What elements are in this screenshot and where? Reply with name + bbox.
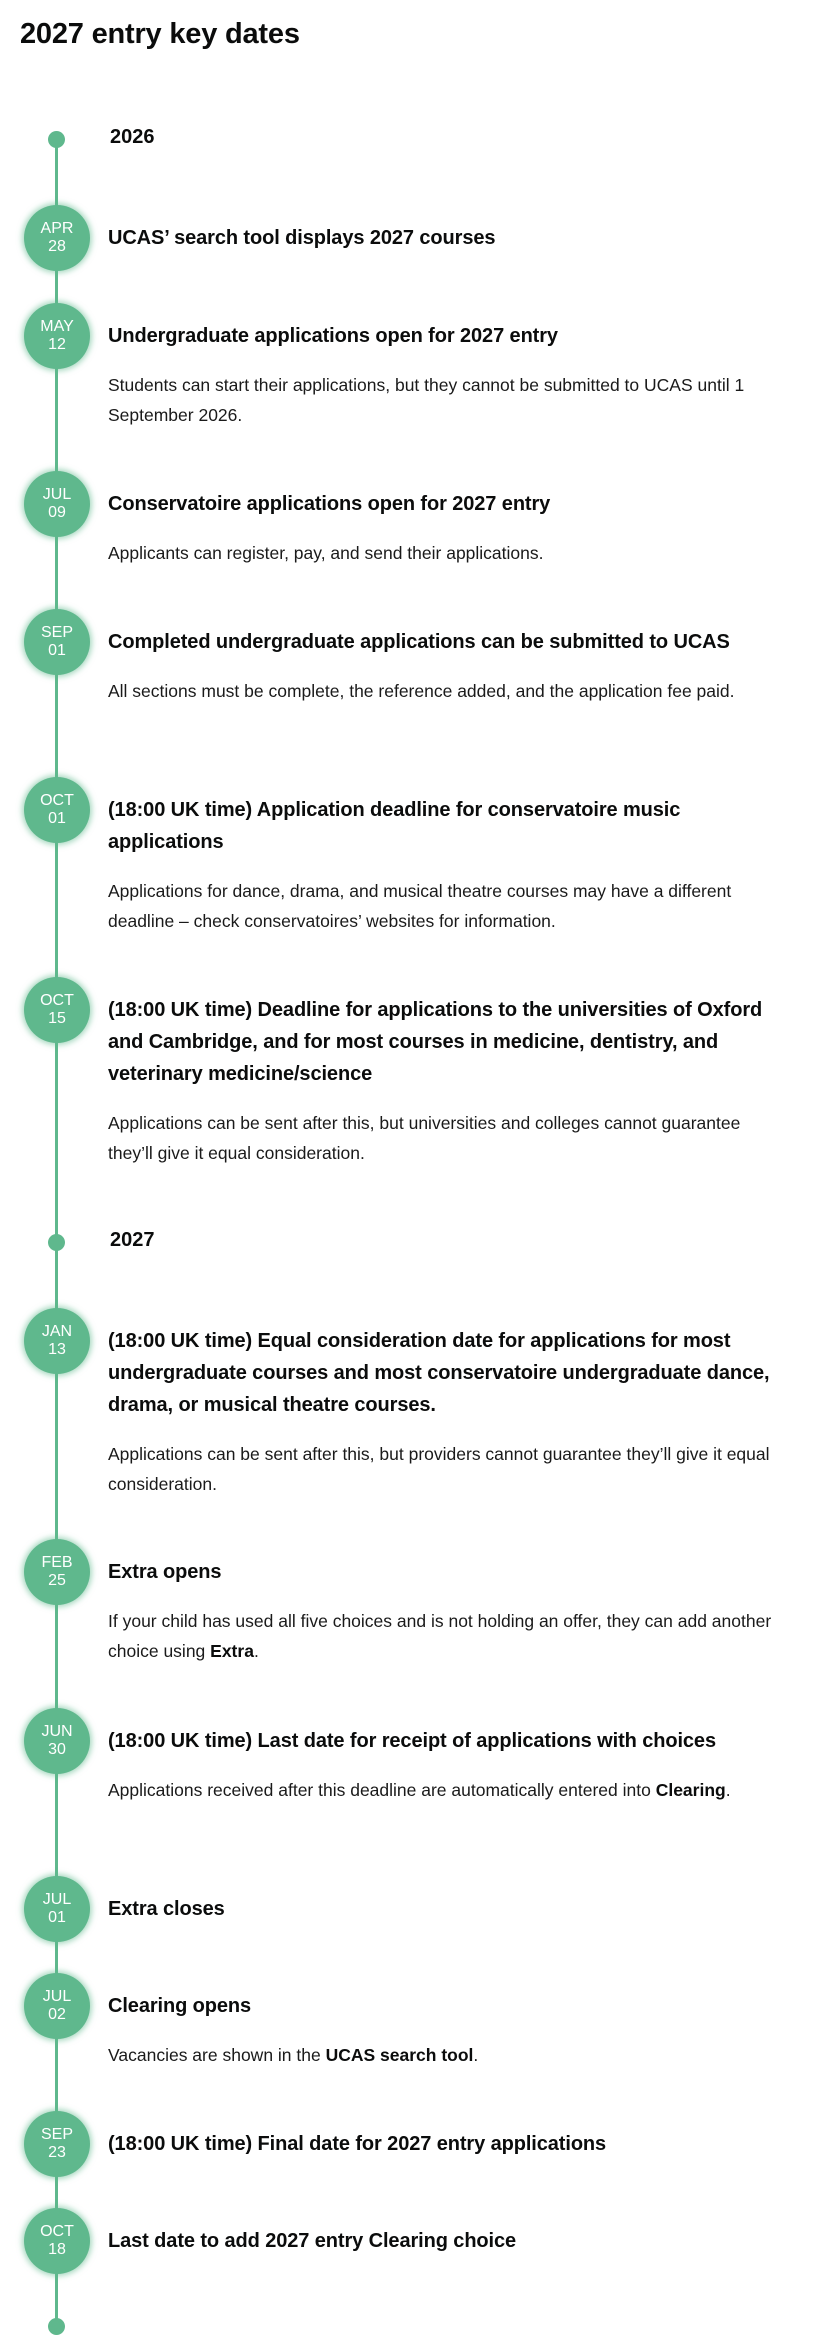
- entry-heading: Completed undergraduate applications can be submitted to UCAS: [108, 631, 730, 653]
- timeline-entry: [108, 1556, 778, 1666]
- date-month: SEP: [40, 2126, 73, 2143]
- year-marker-dot: [48, 131, 65, 148]
- date-day: 13: [48, 1341, 66, 1358]
- timeline-entry: [108, 1325, 778, 1499]
- timeline-entry: [108, 320, 778, 430]
- date-month: OCT: [40, 792, 74, 809]
- description-text: Applications can be sent after this, but universities and colleges cannot guarantee they’ll give it equal consideration.: [108, 1113, 741, 1163]
- entry-heading: (18:00 UK time) Equal consideration date for applications for most undergraduate courses and most conservatoire undergraduate dance, drama, or musical theatre courses.: [108, 1330, 770, 1416]
- date-day: 12: [48, 336, 66, 353]
- date-day: 23: [48, 2144, 66, 2161]
- timeline-entry: [108, 1990, 778, 2070]
- entry-description: [108, 538, 778, 568]
- entry-heading: Conservatoire applications open for 2027 entry: [108, 493, 551, 515]
- date-day: 01: [48, 642, 66, 659]
- description-text: If your child has used all five choices and is not holding an offer, they can add another choice using: [108, 1611, 772, 1661]
- description-text: Vacancies are shown in the: [108, 2045, 326, 2065]
- date-month: JUL: [42, 1891, 72, 1908]
- date-badge: [24, 1308, 90, 1374]
- description-text: Students can start their applications, but they cannot be submitted to UCAS until 1 September 2026.: [108, 375, 745, 425]
- date-day: 15: [48, 1010, 66, 1027]
- date-month: APR: [40, 220, 74, 237]
- entry-heading: Last date to add 2027 entry Clearing choice: [108, 2230, 517, 2252]
- timeline-entry: [108, 488, 778, 568]
- entry-description: [108, 370, 778, 430]
- entry-description: [108, 1775, 778, 1805]
- entry-heading: (18:00 UK time) Application deadline for conservatoire music applications: [108, 799, 681, 853]
- date-badge: [24, 777, 90, 843]
- entry-heading: (18:00 UK time) Deadline for applications to the universities of Oxford and Cambridge, and for most courses in medicine, dentistry, and veterinary medicine/science: [108, 999, 763, 1085]
- year-marker-dot: [48, 1234, 65, 1251]
- description-text: Applicants can register, pay, and send their applications.: [108, 543, 544, 563]
- timeline-entry: [108, 1725, 778, 1805]
- date-day: 30: [48, 1741, 66, 1758]
- entry-description: [108, 2040, 778, 2070]
- entry-heading: Clearing opens: [108, 1995, 252, 2017]
- date-badge: [24, 609, 90, 675]
- date-day: 02: [48, 2006, 66, 2023]
- date-month: OCT: [40, 2223, 74, 2240]
- timeline-entry: [108, 222, 778, 254]
- entry-heading: Undergraduate applications open for 2027 entry: [108, 325, 558, 347]
- year-label: 2027: [110, 1229, 155, 1251]
- description-text: Applications for dance, drama, and musical theatre courses may have a different deadline – check conservatoires’ websites for information.: [108, 881, 732, 931]
- date-badge: [24, 2208, 90, 2274]
- entry-heading: Extra opens: [108, 1561, 222, 1583]
- entry-description: [108, 676, 778, 706]
- date-badge: [24, 1539, 90, 1605]
- timeline-entry: [108, 994, 778, 1168]
- description-text: Applications can be sent after this, but providers cannot guarantee they’ll give it equal consideration.: [108, 1444, 770, 1494]
- date-badge: [24, 471, 90, 537]
- timeline-entry: [108, 626, 778, 706]
- entry-description: [108, 1108, 778, 1168]
- date-month: JUN: [41, 1723, 73, 1740]
- date-badge: [24, 1708, 90, 1774]
- entry-heading: (18:00 UK time) Last date for receipt of applications with choices: [108, 1730, 716, 1752]
- entry-description: [108, 1606, 778, 1666]
- date-month: SEP: [40, 624, 73, 641]
- entry-heading: UCAS’ search tool displays 2027 courses: [108, 227, 496, 249]
- date-month: JUL: [42, 486, 72, 503]
- date-day: 01: [48, 810, 66, 827]
- page-title: 2027 entry key dates: [20, 18, 300, 50]
- description-text: Applications received after this deadline are automatically entered into: [108, 1780, 656, 1800]
- date-day: 09: [48, 504, 66, 521]
- timeline-entry: [108, 2128, 778, 2160]
- description-text: .: [473, 2045, 479, 2065]
- description-text: .: [725, 1780, 731, 1800]
- description-text: All sections must be complete, the reference added, and the application fee paid.: [108, 681, 735, 701]
- emphasis-link-text: Clearing: [655, 1780, 726, 1800]
- date-badge: [24, 1876, 90, 1942]
- timeline-entry: [108, 794, 778, 936]
- date-day: 01: [48, 1909, 66, 1926]
- date-badge: [24, 205, 90, 271]
- emphasis-link-text: UCAS search tool: [325, 2045, 474, 2065]
- date-day: 25: [48, 1572, 66, 1589]
- timeline-entry: [108, 2225, 778, 2257]
- entry-description: [108, 1439, 778, 1499]
- timeline-end-dot: [48, 2318, 65, 2335]
- date-month: MAY: [40, 318, 74, 335]
- timeline-entry: [108, 1893, 778, 1925]
- date-badge: [24, 2111, 90, 2177]
- date-day: 18: [48, 2241, 66, 2258]
- entry-heading: (18:00 UK time) Final date for 2027 entry applications: [108, 2133, 607, 2155]
- date-month: JAN: [41, 1323, 73, 1340]
- year-label: 2026: [110, 126, 155, 148]
- date-month: JUL: [42, 1988, 72, 2005]
- emphasis-link-text: Extra: [210, 1641, 254, 1661]
- date-month: OCT: [40, 992, 74, 1009]
- date-day: 28: [48, 238, 66, 255]
- entry-description: [108, 876, 778, 936]
- date-badge: [24, 1973, 90, 2039]
- date-badge: [24, 303, 90, 369]
- description-text: .: [253, 1641, 259, 1661]
- entry-heading: Extra closes: [108, 1898, 225, 1920]
- date-month: FEB: [41, 1554, 73, 1571]
- date-badge: [24, 977, 90, 1043]
